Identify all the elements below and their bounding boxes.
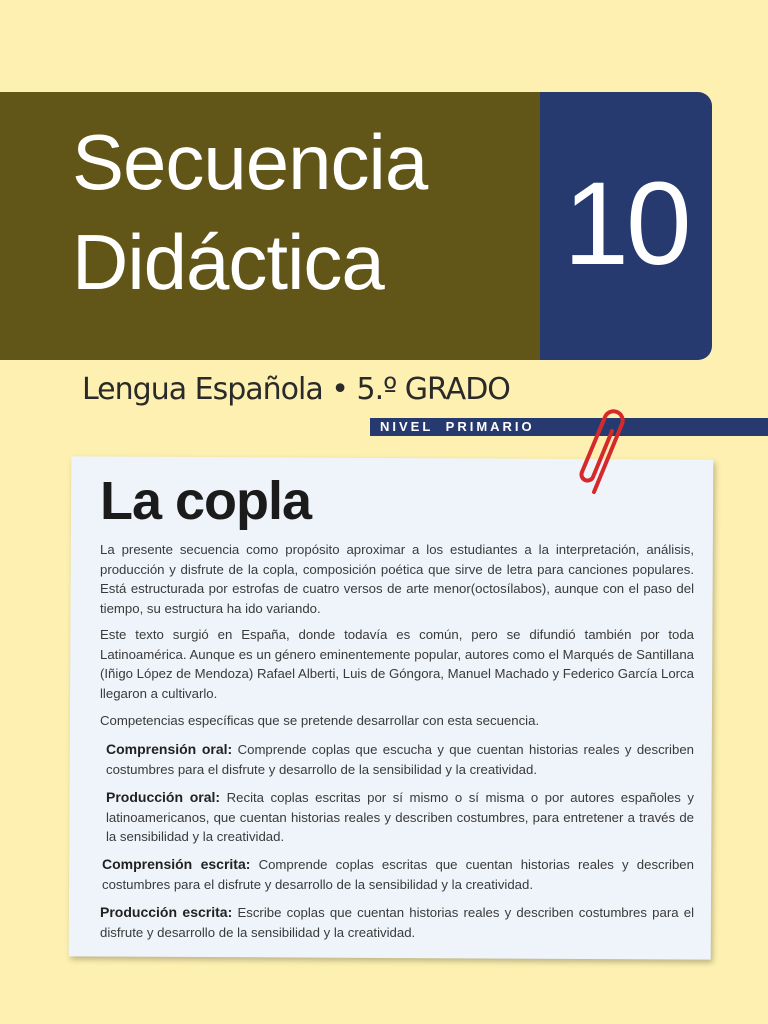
card-title: La copla	[100, 471, 312, 531]
competency-produccion-escrita	[100, 903, 694, 942]
title-line-2: Didáctica	[72, 218, 384, 306]
competency-comprension-escrita	[102, 855, 694, 894]
competency-label: Comprensión oral:	[106, 741, 233, 757]
page-title	[72, 112, 427, 312]
competency-comprension-oral	[106, 740, 694, 779]
subject-grade: Lengua Española • 5.º GRADO	[82, 372, 510, 407]
paragraph-intro: La presente secuencia como propósito aproximar a los estudiantes a la interpretación, análisis, producción y disfrute de la copla, composición poética que sirve de letra para canciones populares. Está estructurada por estrofas de cuatro versos de arte menor(octosílabos), aunque con el paso del tiempo, su estructura ha ido variando.	[100, 542, 694, 616]
competency-produccion-oral	[106, 788, 694, 847]
competency-text: Comprende coplas que escucha y que cuentan historias reales y describen costumbres para el disfrute y desarrollo de la sensibilidad y la creatividad.	[106, 742, 694, 777]
sequence-number-box	[540, 92, 712, 360]
competency-text: Escribe coplas que cuentan historias reales y describen costumbres para el disfrute y desarrollo de la sensibilidad y la creatividad.	[100, 905, 695, 940]
competency-label: Producción oral:	[106, 789, 221, 805]
competency-text: Recita coplas escritas por sí mismo o sí misma o por autores españoles y latinoamericanos, que cuentan historias reales y describen costumbres, para entretener a través de la sensibilidad y la creatividad.	[106, 790, 694, 844]
competency-label: Producción escrita:	[100, 904, 233, 920]
level-label: NIVEL PRIMARIO	[380, 419, 535, 434]
title-line-1: Secuencia	[72, 118, 428, 206]
competency-text: Comprende coplas escritas que cuentan historias reales y describen costumbres para el disfrute y desarrollo de la sensibilidad y la creatividad.	[102, 857, 694, 892]
paragraph-origin: Este texto surgió en España, donde todavía es común, pero se difundió también por toda Latinoamérica. Aunque es un género eminentemente popular, autores como el Marqués de Santillana (Iñigo López de Mendoza) Rafael Alberti, Luis de Góngora, Manuel Machado y Federico García Lorca llegaron a cultivarlo.	[100, 627, 694, 701]
competency-label: Comprensión escrita:	[102, 856, 251, 872]
paragraph-competencies: Competencias específicas que se pretende desarrollar con esta secuencia.	[100, 713, 540, 728]
paperclip-icon	[578, 404, 638, 504]
level-bar	[370, 418, 768, 436]
sequence-number: 10	[563, 158, 689, 290]
